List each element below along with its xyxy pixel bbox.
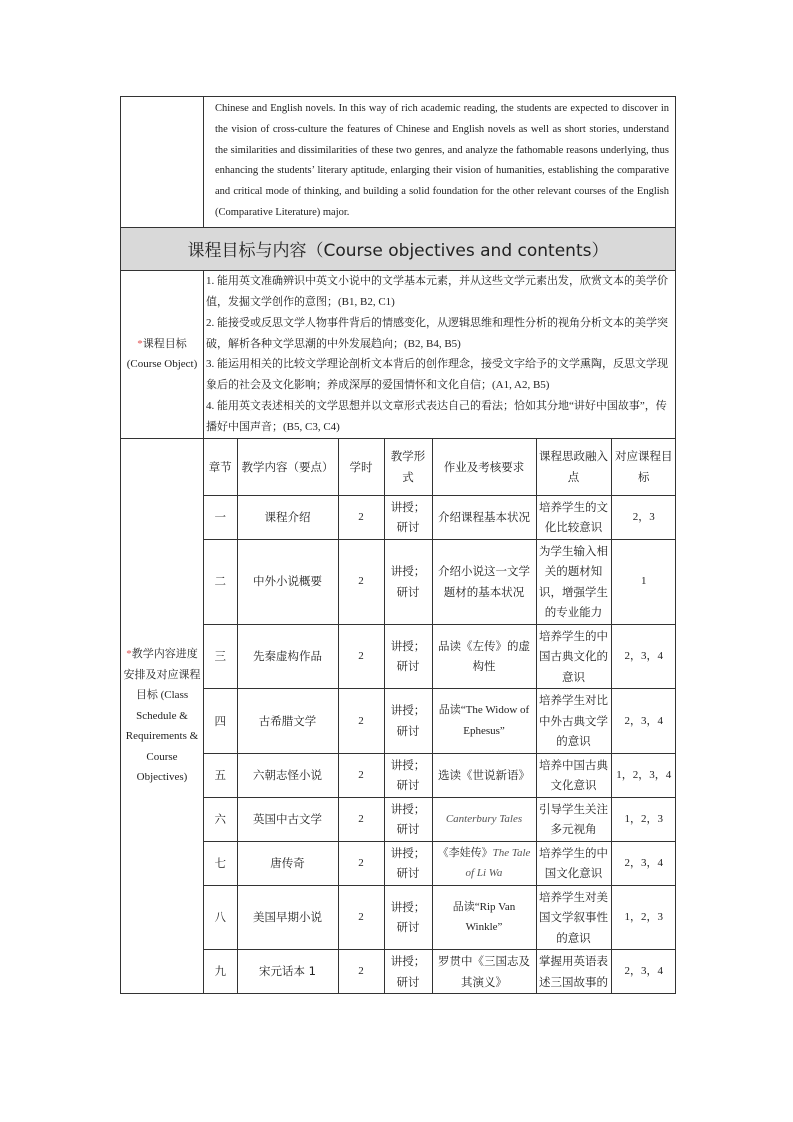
objective-item: 1. 能用英文准确辨识中英文小说中的文学基本元素，并从这些文学元素出发，欣赏文本的美学价值，发掘文学创作的意图；(B1, B2, C1) bbox=[206, 274, 668, 308]
header-content: 教学内容（要点） bbox=[237, 439, 338, 495]
objectives-cell: 2，3，4 bbox=[611, 841, 676, 885]
ideology-cell: 培养中国古典文化意识 bbox=[536, 753, 611, 797]
chapter-cell: 三 bbox=[204, 624, 237, 689]
ideology-cell: 为学生输入相关的题材知识，增强学生的专业能力 bbox=[536, 539, 611, 624]
chapter-cell: 一 bbox=[204, 495, 237, 539]
objectives-cell: 2，3，4 bbox=[611, 950, 676, 994]
table-row bbox=[204, 539, 676, 624]
header-assignment: 作业及考核要求 bbox=[432, 439, 536, 495]
required-star: * bbox=[137, 338, 143, 351]
objective-item: 3. 能运用相关的比较文学理论剖析文本背后的创作理念，接受文字给予的文学熏陶，反思文学现象后的社会及文化影响；养成深厚的爱国情怀和文化自信；(A1, A2, B5) bbox=[206, 358, 668, 392]
assignment-cn: 《李娃传》 bbox=[437, 846, 493, 859]
schedule-table bbox=[204, 439, 676, 993]
header-objectives: 对应课程目标 bbox=[611, 439, 676, 495]
chapter-cell: 二 bbox=[204, 539, 237, 624]
chapter-cell: 六 bbox=[204, 797, 237, 841]
schedule-cell bbox=[204, 439, 676, 994]
objectives-cell: 1，2，3，4 bbox=[611, 753, 676, 797]
form-cell: 讲授；研讨 bbox=[384, 624, 432, 689]
hours-cell: 2 bbox=[338, 624, 384, 689]
course-document bbox=[120, 96, 675, 994]
schedule-label-text: 教学内容进度安排及对应课程目标 (Class Schedule & Requirements & Course Objectives) bbox=[123, 648, 201, 784]
form-cell: 讲授；研讨 bbox=[384, 689, 432, 754]
ideology-cell: 培养学生的中国古典文化的意识 bbox=[536, 624, 611, 689]
hours-cell: 2 bbox=[338, 689, 384, 754]
objective-item: 4. 能用英文表述相关的文学思想并以文章形式表达自己的看法；恰如其分地“讲好中国故事”，传播好中国声音；(B5, C3, C4) bbox=[206, 400, 667, 434]
objectives-cell: 2，3，4 bbox=[611, 624, 676, 689]
form-cell: 讲授；研讨 bbox=[384, 950, 432, 994]
form-cell: 讲授；研讨 bbox=[384, 539, 432, 624]
content-cell: 美国早期小说 bbox=[237, 885, 338, 950]
ideology-cell: 培养学生对美国文学叙事性的意识 bbox=[536, 885, 611, 950]
objectives-list bbox=[204, 270, 676, 438]
schedule-header-row bbox=[204, 439, 676, 495]
section-title: 课程目标与内容（Course objectives and contents） bbox=[121, 227, 676, 270]
objectives-cell: 1 bbox=[611, 539, 676, 624]
header-ideology: 课程思政融入点 bbox=[536, 439, 611, 495]
objective-item: 2. 能接受或反思文学人物事件背后的情感变化，从逻辑思维和理性分析的视角分析文本的美学突破，解析各种文学思潮的中外发展趋向；(B2, B4, B5) bbox=[206, 316, 668, 350]
form-cell: 讲授；研讨 bbox=[384, 797, 432, 841]
header-chapter: 章节 bbox=[204, 439, 237, 495]
objectives-label-en: (Course Object) bbox=[126, 358, 198, 371]
chapter-cell: 九 bbox=[204, 950, 237, 994]
ideology-cell: 培养学生的文化比较意识 bbox=[536, 495, 611, 539]
chapter-cell: 八 bbox=[204, 885, 237, 950]
objectives-cell: 2，3 bbox=[611, 495, 676, 539]
assignment-cell: 品读《左传》的虚构性 bbox=[432, 624, 536, 689]
objectives-cell: 2，3，4 bbox=[611, 689, 676, 754]
chapter-cell: 四 bbox=[204, 689, 237, 754]
assignment-cell: Canterbury Tales bbox=[432, 797, 536, 841]
header-form: 教学形式 bbox=[384, 439, 432, 495]
assignment-cell: 选读《世说新语》 bbox=[432, 753, 536, 797]
intro-label-cell bbox=[121, 97, 204, 228]
hours-cell: 2 bbox=[338, 495, 384, 539]
hours-cell: 2 bbox=[338, 885, 384, 950]
outer-table bbox=[120, 96, 676, 994]
table-row bbox=[204, 624, 676, 689]
content-cell: 六朝志怪小说 bbox=[237, 753, 338, 797]
table-row bbox=[204, 841, 676, 885]
hours-cell: 2 bbox=[338, 950, 384, 994]
assignment-cell: 介绍课程基本状况 bbox=[432, 495, 536, 539]
ideology-cell: 培养学生对比中外古典文学的意识 bbox=[536, 689, 611, 754]
content-cell: 课程介绍 bbox=[237, 495, 338, 539]
chapter-cell: 七 bbox=[204, 841, 237, 885]
objectives-label bbox=[121, 270, 204, 438]
form-cell: 讲授；研讨 bbox=[384, 753, 432, 797]
schedule-label bbox=[121, 439, 204, 994]
objectives-cell: 1，2，3 bbox=[611, 797, 676, 841]
content-cell: 英国中古文学 bbox=[237, 797, 338, 841]
ideology-cell: 引导学生关注多元视角 bbox=[536, 797, 611, 841]
assignment-cell: 品读“Rip Van Winkle” bbox=[432, 885, 536, 950]
schedule-row bbox=[121, 439, 676, 994]
required-star: * bbox=[126, 648, 132, 661]
content-cell: 唐传奇 bbox=[237, 841, 338, 885]
chapter-cell: 五 bbox=[204, 753, 237, 797]
content-cell: 古希腊文学 bbox=[237, 689, 338, 754]
form-cell: 讲授；研讨 bbox=[384, 495, 432, 539]
content-cell: 先秦虚构作品 bbox=[237, 624, 338, 689]
table-row bbox=[204, 797, 676, 841]
table-row bbox=[204, 689, 676, 754]
section-header-row bbox=[121, 227, 676, 270]
table-row bbox=[204, 753, 676, 797]
hours-cell: 2 bbox=[338, 841, 384, 885]
objectives-cell: 1，2，3 bbox=[611, 885, 676, 950]
hours-cell: 2 bbox=[338, 753, 384, 797]
form-cell: 讲授；研讨 bbox=[384, 841, 432, 885]
intro-text: Chinese and English novels. In this way of rich academic reading, the students are expected to discover in the vision of cross-culture the features of Chinese and English novels as well as short stories, understand the similarities and dissimilarities of these two genres, and analyze the fathomable reasons underlying, thus enhancing the students’ literary aptitude, enlarging their vision of humanities, establishing the comparative and critical mode of thinking, and building a solid foundation for the other relevant courses of the English (Comparative Literature) major. bbox=[204, 97, 676, 228]
assignment-en: The Tale of Li Wa bbox=[465, 846, 531, 880]
ideology-cell: 培养学生的中国文化意识 bbox=[536, 841, 611, 885]
form-cell: 讲授；研讨 bbox=[384, 885, 432, 950]
table-row bbox=[204, 495, 676, 539]
intro-row bbox=[121, 97, 676, 228]
header-hours: 学时 bbox=[338, 439, 384, 495]
assignment-cell: 罗贯中《三国志及其演义》 bbox=[432, 950, 536, 994]
assignment-cell: 介绍小说这一文学题材的基本状况 bbox=[432, 539, 536, 624]
hours-cell: 2 bbox=[338, 797, 384, 841]
objectives-label-cn: 课程目标 bbox=[142, 338, 187, 351]
table-row bbox=[204, 885, 676, 950]
objectives-row bbox=[121, 270, 676, 438]
hours-cell: 2 bbox=[338, 539, 384, 624]
content-cell: 宋元话本 1 bbox=[237, 950, 338, 994]
ideology-cell: 掌握用英语表述三国故事的 bbox=[536, 950, 611, 994]
content-cell: 中外小说概要 bbox=[237, 539, 338, 624]
table-row bbox=[204, 950, 676, 994]
assignment-cell: 品读“The Widow of Ephesus” bbox=[432, 689, 536, 754]
assignment-cell bbox=[432, 841, 536, 885]
